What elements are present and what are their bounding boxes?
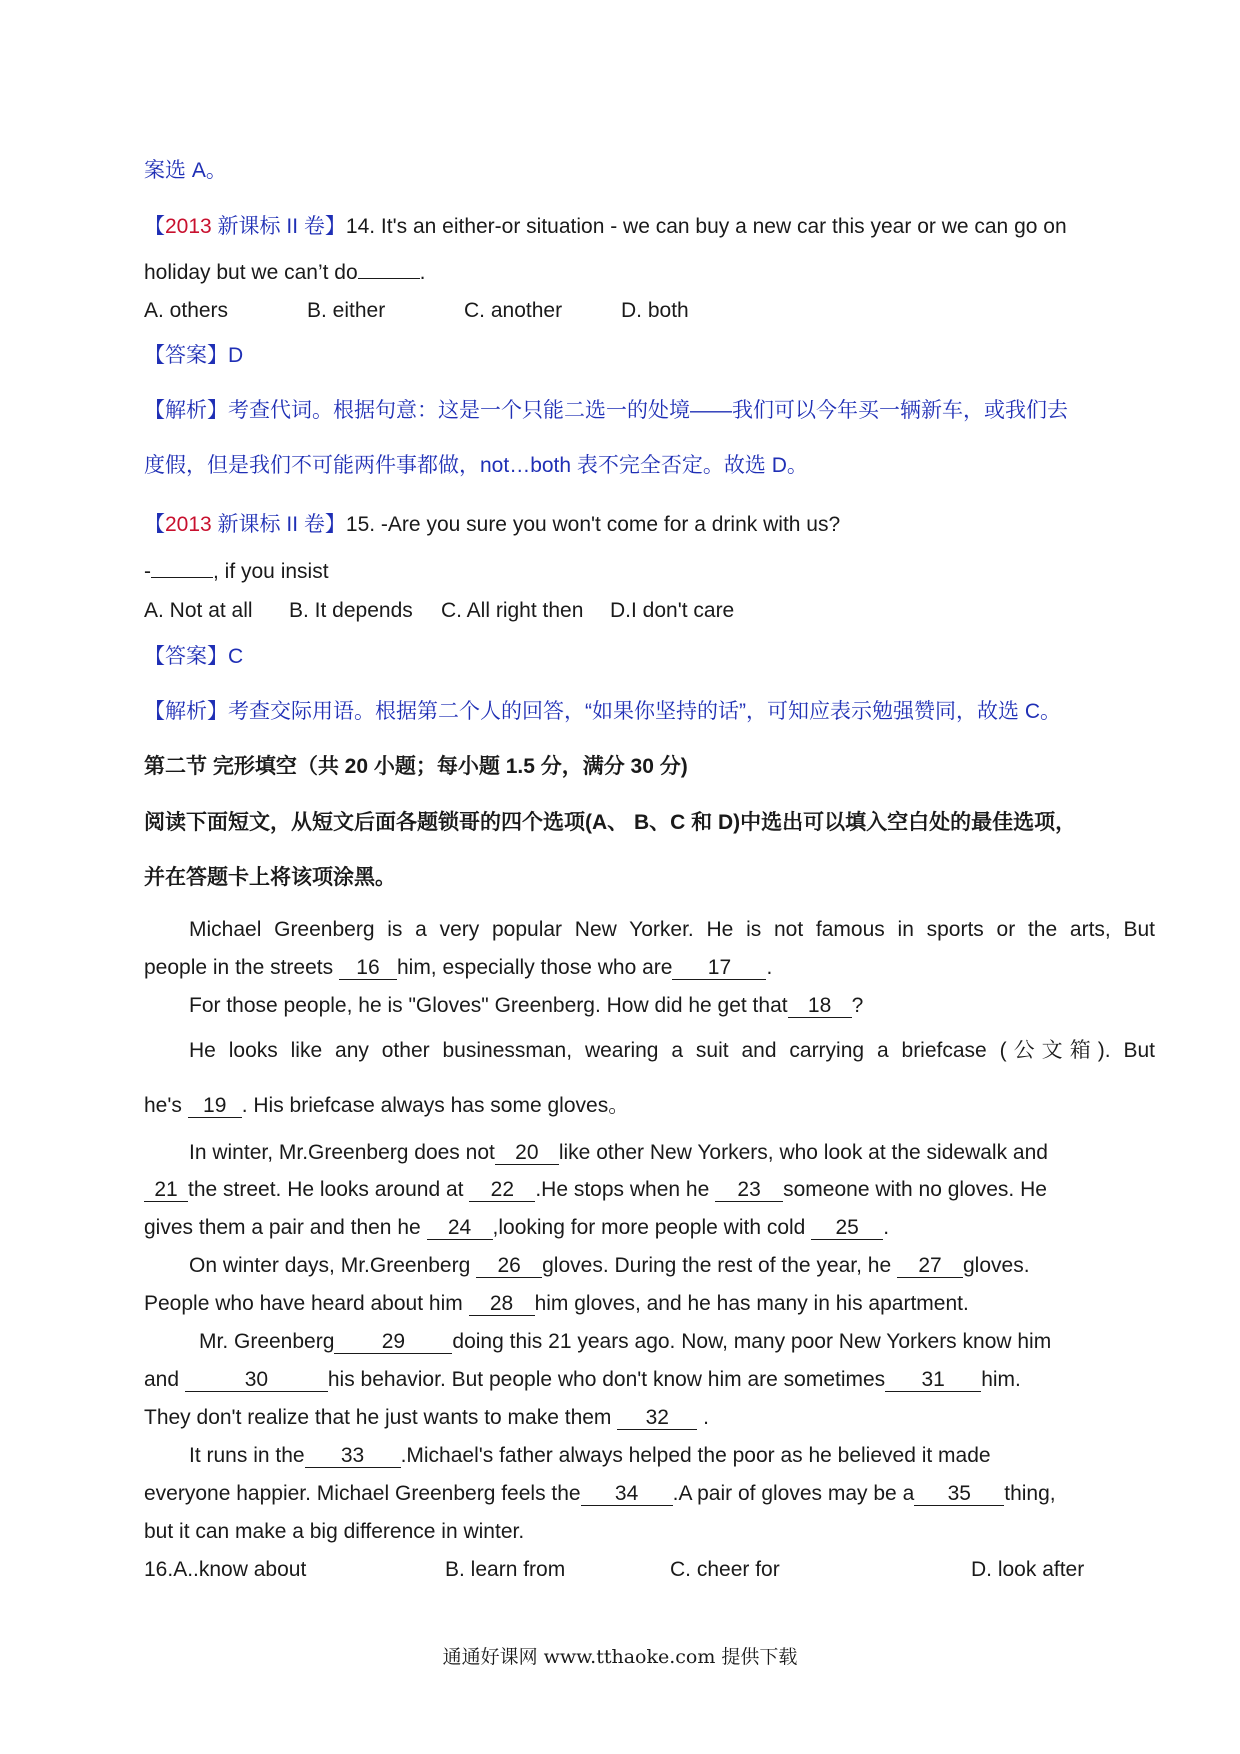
passage-line-7: 21 the street. He looks around at 22 .He stops when he 23 someone with no gloves. He	[144, 1175, 1110, 1205]
blank-32: 32	[617, 1407, 697, 1430]
q16-option-c: C. cheer for	[670, 1558, 780, 1581]
passage-line-13: They don't realize that he just wants to make them 32 .	[144, 1406, 709, 1429]
passage-line-1: Michael Greenberg is a very popular New Yorker. He is not famous in sports or the arts, But	[189, 918, 1155, 941]
q14-stem-text1: 14. It's an either-or situation - we can buy a new car this year or we can go on	[345, 215, 1067, 238]
q15-stem-text2: , if you insist	[213, 560, 329, 583]
q15-option-d: D.I don't care	[610, 599, 735, 622]
q14-option-a: A. others	[144, 299, 229, 322]
passage-line-10: People who have heard about him 28 him gloves, and he has many in his apartment.	[144, 1292, 969, 1315]
q14-stem-text2: holiday but we can’t do	[144, 261, 358, 284]
q15-option-c: C. All right then	[441, 599, 584, 622]
blank-26: 26	[476, 1255, 542, 1278]
blank-29: 29	[334, 1331, 452, 1354]
q14-stem-line2	[144, 258, 1110, 288]
q15-stem-line2	[144, 557, 1110, 587]
q15-options	[144, 596, 1110, 626]
blank-30: 30	[185, 1369, 328, 1392]
q14-blank	[358, 278, 420, 279]
blank-28: 28	[469, 1293, 535, 1316]
q14-option-c: C. another	[464, 299, 563, 322]
blank-16: 16	[339, 957, 397, 980]
passage-line-15: everyone happier. Michael Greenberg feels the 34 .A pair of gloves may be a 35 thing,	[144, 1482, 1056, 1505]
q15-option-a: A. Not at all	[144, 599, 253, 622]
blank-25: 25	[811, 1217, 883, 1240]
blank-19: 19	[188, 1095, 242, 1118]
q14-options	[144, 296, 1110, 326]
passage-line-8: gives them a pair and then he 24 ,looking for more people with cold 25 .	[144, 1216, 890, 1239]
q14-source-year: 2013	[165, 215, 212, 238]
q15-option-b: B. It depends	[289, 599, 413, 622]
blank-31: 31	[885, 1369, 981, 1392]
blank-33: 33	[305, 1445, 401, 1468]
section-instruction-line1: 阅读下面短文，从短文后面各题锁哥的四个选项(A、 B、C 和 D)中选出可以填入空白处的最佳选项，	[144, 811, 1077, 834]
blank-20: 20	[495, 1142, 559, 1165]
blank-34: 34	[581, 1483, 673, 1506]
passage-line-4: He looks like any other businessman, wearing a suit and carrying a briefcase (公文箱). But	[189, 1039, 1155, 1062]
passage-line-12: and 30 his behavior. But people who don't know him are sometimes 31 him.	[144, 1368, 1021, 1391]
q15-source-rest: 新课标 II 卷】	[211, 513, 346, 536]
q15-analysis: 【解析】考查交际用语。根据第二个人的回答，“如果你坚持的话”，可知应表示勉强赞同，故选 C。	[144, 700, 1061, 723]
passage-line-5: he's 19 . His briefcase always has some gloves。	[144, 1094, 630, 1117]
blank-18: 18	[788, 995, 852, 1018]
q15-stem-text1: 15. -Are you sure you won't come for a drink with us?	[345, 513, 841, 536]
passage-line-2: people in the streets 16 him, especially those who are 17 .	[144, 956, 773, 979]
q14-option-b: B. either	[307, 299, 386, 322]
passage-line-14: It runs in the 33 .Michael's father always helped the poor as he believed it made	[189, 1444, 991, 1467]
section-instruction-line2: 并在答题卡上将该项涂黑。	[144, 866, 396, 889]
q16-option-a: 16.A..know about	[144, 1558, 307, 1581]
blank-24: 24	[427, 1217, 493, 1240]
passage-line-3: For those people, he is "Gloves" Greenberg. How did he get that 18 ?	[189, 994, 864, 1017]
q15-dash: -	[144, 560, 151, 583]
passage-line-16: but it can make a big difference in winter.	[144, 1520, 525, 1543]
q15-source-year: 2013	[165, 513, 212, 536]
q16-option-b: B. learn from	[445, 1558, 566, 1581]
q14-source-open: 【	[144, 215, 165, 238]
q16-option-d: D. look after	[971, 1558, 1085, 1581]
blank-35: 35	[914, 1483, 1004, 1506]
blank-22: 22	[469, 1179, 535, 1202]
q14-option-d: D. both	[621, 299, 689, 322]
blank-23: 23	[715, 1179, 783, 1202]
passage-line-11: Mr. Greenberg 29 doing this 21 years ago. Now, many poor New Yorkers know him	[199, 1330, 1052, 1353]
q15-answer: 【答案】C	[144, 645, 244, 668]
q15-source-open: 【	[144, 513, 165, 536]
blank-21: 21	[144, 1179, 188, 1202]
q15-blank	[151, 577, 213, 578]
section-title: 第二节 完形填空（共 20 小题；每小题 1.5 分，满分 30 分)	[144, 755, 688, 778]
passage-line-6: In winter, Mr.Greenberg does not 20 like other New Yorkers, who look at the sidewalk and	[189, 1141, 1048, 1164]
q16-options	[144, 1555, 1110, 1585]
q14-stem-end: .	[419, 261, 426, 284]
page-footer: 通通好课网 www.tthaoke.com 提供下载	[442, 1646, 798, 1668]
blank-27: 27	[897, 1255, 963, 1278]
q14-analysis-line1: 【解析】考查代词。根据句意：这是一个只能二选一的处境——我们可以今年买一辆新车，或我们去	[144, 399, 1068, 422]
previous-answer-tail: 案选 A。	[144, 159, 227, 182]
q14-stem-line1	[144, 212, 1110, 242]
q14-analysis-line2: 度假，但是我们不可能两件事都做，not…both 表不完全否定。故选 D。	[144, 454, 808, 477]
q14-answer: 【答案】D	[144, 344, 244, 367]
q15-stem-line1	[144, 510, 1110, 540]
q14-source-rest: 新课标 II 卷】	[211, 215, 346, 238]
blank-17: 17	[672, 957, 766, 980]
passage-line-9: On winter days, Mr.Greenberg 26 gloves. During the rest of the year, he 27 gloves.	[189, 1254, 1030, 1277]
